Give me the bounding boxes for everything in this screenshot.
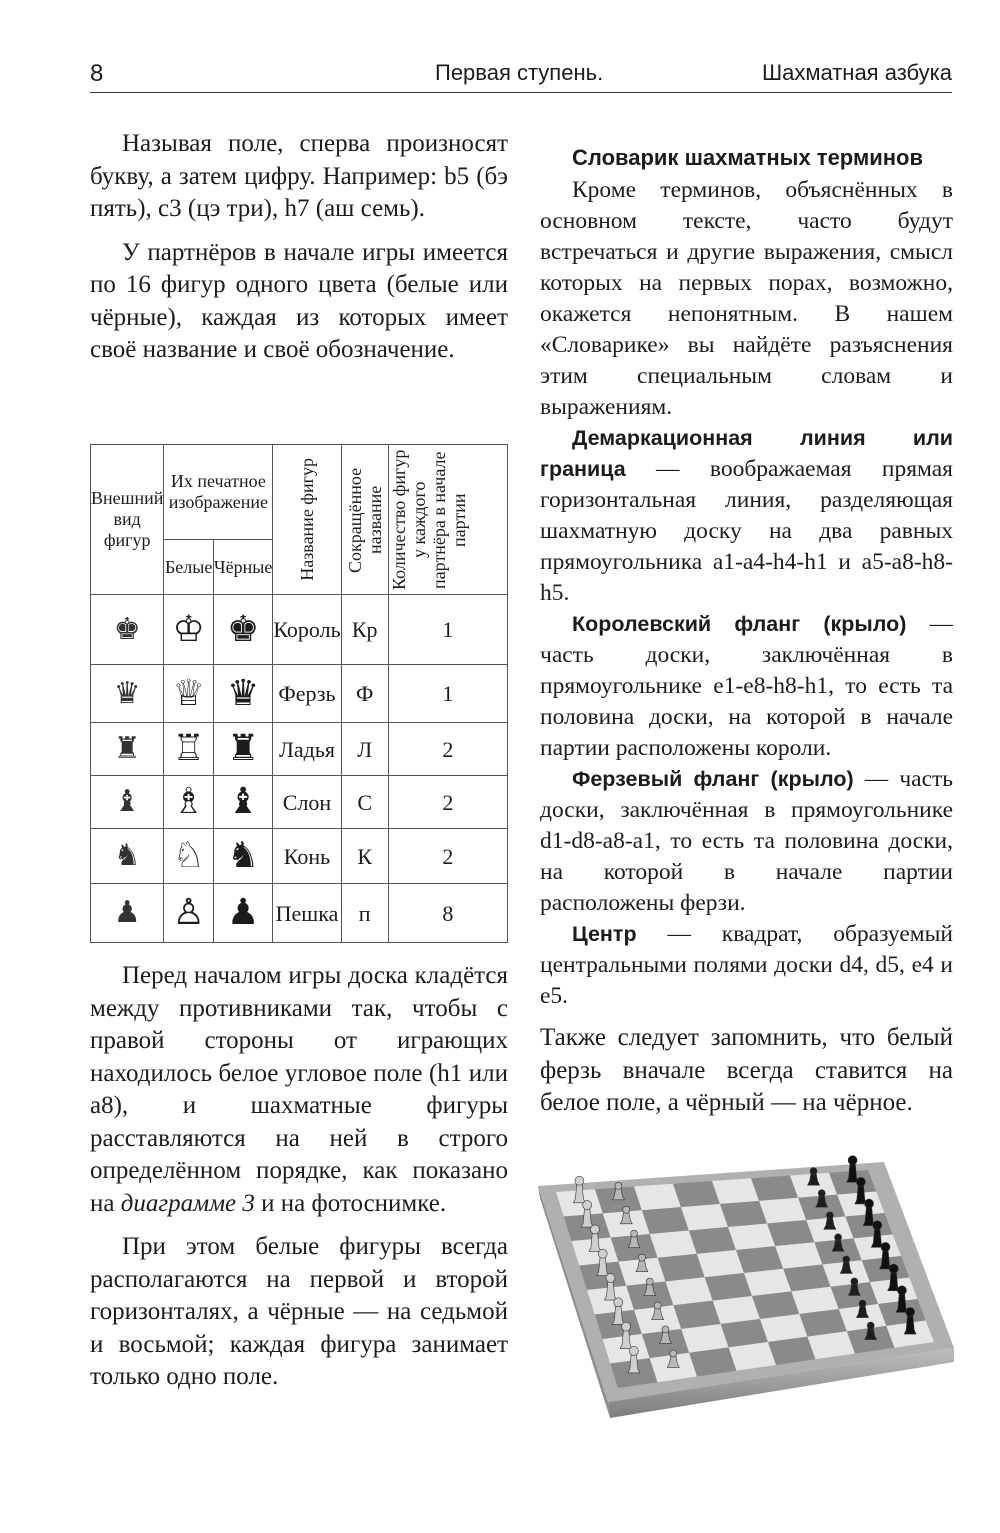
header-appearance: Внешний вид фигур bbox=[91, 445, 164, 595]
piece-abbr: Л bbox=[341, 723, 388, 776]
rook-icon: ♜ bbox=[91, 723, 164, 776]
glossary-term: Ферзевый фланг (крыло) bbox=[572, 767, 854, 791]
glossary-term: Королевский фланг (крыло) bbox=[572, 612, 907, 636]
piece-name: Слон bbox=[273, 776, 341, 829]
piece-abbr: Кр bbox=[341, 595, 388, 665]
board-square bbox=[666, 1277, 713, 1305]
glossary-intro: Кроме терминов, объяснённых в основном тексте, часто будут встречаться и другие выражения, смысл которых на первых порах, возможно, окажется непонятным. В нашем «Словарике» вы найдёте разъяснения этим специальным словам и выражениям. bbox=[540, 177, 953, 420]
header-name-cell bbox=[273, 445, 341, 595]
black-bishop-icon: ♝ bbox=[226, 781, 260, 822]
header-black: Чёрные bbox=[213, 540, 272, 595]
board-square bbox=[697, 1250, 744, 1277]
piece-count: 2 bbox=[388, 723, 507, 776]
chapter-title: Шахматная азбука bbox=[761, 60, 952, 85]
glossary-entry: Королевский фланг (крыло) — часть доски, заключённая в прямоугольнике e1-e8-h8-h1, то есть та половина доски, на которой в начале партии расположены короли. bbox=[540, 611, 953, 761]
table-row bbox=[91, 776, 508, 829]
paragraph-4: При этом белые фигуры всегда располагаются на первой и второй горизонталях, а чёрные — на седьмой и восьмой; каждая фигура занимает только одно поле. bbox=[90, 1233, 508, 1390]
bishop-icon: ♝ bbox=[91, 776, 164, 829]
pieces-table bbox=[90, 444, 508, 943]
left-column-top bbox=[90, 128, 508, 367]
board-square bbox=[673, 1181, 720, 1207]
paragraph-2: У партнёров в начале игры имеется по 16 фигур одного цвета (белые или чёрные), каждая из которых имеет своё название и своё обозначение. bbox=[90, 238, 508, 363]
piece-count: 2 bbox=[388, 776, 507, 829]
piece-count: 2 bbox=[388, 829, 507, 884]
board-square bbox=[775, 1242, 822, 1269]
board-square bbox=[650, 1231, 697, 1258]
black-pawn-icon: ♟ bbox=[226, 892, 260, 933]
table-row bbox=[91, 829, 508, 884]
piece-name: Ладья bbox=[273, 723, 341, 776]
queen-icon: ♛ bbox=[91, 665, 164, 723]
white-pawn-icon: ♙ bbox=[172, 892, 205, 933]
board-square bbox=[736, 1246, 783, 1273]
board-square bbox=[752, 1291, 799, 1319]
glossary bbox=[540, 143, 953, 1120]
piece-name: Ферзь bbox=[273, 665, 341, 723]
board-square bbox=[658, 1254, 705, 1282]
board-square bbox=[642, 1207, 689, 1234]
board-square bbox=[728, 1224, 775, 1251]
left-column-bottom bbox=[90, 960, 508, 1394]
chessboard-photo-icon bbox=[538, 1126, 954, 1426]
header-abbr: Сокращённое название bbox=[344, 466, 385, 573]
table-row bbox=[91, 723, 508, 776]
board-square bbox=[744, 1269, 791, 1296]
piece-count: 1 bbox=[388, 665, 507, 723]
table-row bbox=[91, 665, 508, 723]
board-square bbox=[689, 1227, 736, 1254]
header-count: Количество фигур у каждого партнёра в начале партии bbox=[388, 449, 469, 590]
board-square bbox=[705, 1273, 752, 1301]
black-rook-icon: ♜ bbox=[226, 728, 260, 769]
board-square bbox=[783, 1265, 830, 1292]
piece-name: Пешка bbox=[273, 884, 341, 943]
piece-name: Король bbox=[273, 595, 341, 665]
header-name: Название фигур bbox=[296, 458, 317, 581]
white-king-icon: ♔ bbox=[172, 608, 205, 650]
piece-abbr: Ф bbox=[341, 665, 388, 723]
header-abbr-cell bbox=[341, 445, 388, 595]
white-queen-icon: ♕ bbox=[172, 672, 205, 714]
glossary-term: Демаркационная линия или граница bbox=[540, 426, 953, 481]
paragraph-1: Называя поле, сперва произносят букву, а затем цифру. Например: b5 (бэ пять), c3 (цэ три), h7 (аш семь). bbox=[90, 130, 508, 222]
paragraph-3: Перед началом игры доска кладётся между противниками так, чтобы с правой стороны от играющих находилось белое угловое поле (h1 или a8), и шахматные фигуры расставляются на ней в строго определённом порядке, как показано на диаграмме 3 и на фотоснимке. bbox=[90, 962, 508, 1217]
page-header bbox=[90, 56, 952, 93]
pawn-icon: ♟ bbox=[91, 884, 164, 943]
paragraph-tail: Также следует запомнить, что белый ферзь вначале всегда ставится на белое поле, а чёрный — на чёрное. bbox=[540, 1024, 953, 1116]
board-square bbox=[767, 1220, 814, 1246]
board-square bbox=[751, 1176, 798, 1201]
board-square bbox=[681, 1204, 728, 1231]
page-number: 8 bbox=[90, 60, 104, 87]
section-title: Первая ступень. bbox=[435, 60, 604, 85]
board-square bbox=[712, 1178, 759, 1204]
piece-name: Конь bbox=[273, 829, 341, 884]
white-rook-icon: ♖ bbox=[172, 728, 205, 769]
glossary-entry: Центр — квадрат, образуемый центральными полями доски d4, d5, e4 и e5. bbox=[540, 921, 953, 1009]
header-white: Белые bbox=[164, 540, 214, 595]
board-square bbox=[713, 1296, 760, 1324]
glossary-heading: Словарик шахматных терминов bbox=[572, 145, 924, 170]
black-king-icon: ♚ bbox=[226, 608, 260, 650]
white-bishop-icon: ♗ bbox=[172, 781, 205, 822]
black-knight-icon: ♞ bbox=[226, 835, 260, 876]
piece-abbr: п bbox=[341, 884, 388, 943]
table-row bbox=[91, 884, 508, 943]
board-square bbox=[634, 1184, 681, 1211]
piece-abbr: С bbox=[341, 776, 388, 829]
board-square bbox=[673, 1301, 720, 1329]
piece-count: 8 bbox=[388, 884, 507, 943]
header-count-cell bbox=[388, 445, 507, 595]
table-row bbox=[91, 595, 508, 665]
piece-count: 1 bbox=[388, 595, 507, 665]
board-square bbox=[759, 1198, 806, 1224]
glossary-entry: Демаркационная линия или граница — воображаемая прямая горизонтальная линия, разделяющая шахматную доску на два равных прямоугольника a1-a4-h4-h1 и a5-a8-h8-h5. bbox=[540, 426, 953, 606]
board-square bbox=[720, 1201, 767, 1227]
black-queen-icon: ♛ bbox=[226, 672, 260, 714]
diagram-reference: диаграмме 3 bbox=[120, 1189, 255, 1217]
piece-abbr: К bbox=[341, 829, 388, 884]
glossary-entry: Ферзевый фланг (крыло) — часть доски, заключённая в прямоугольнике d1-d8-a8-a1, то есть та половина доски, на которой в начале партии расположены ферзи. bbox=[540, 766, 953, 916]
knight-icon: ♞ bbox=[91, 829, 164, 884]
white-knight-icon: ♘ bbox=[172, 835, 205, 876]
glossary-term: Центр bbox=[572, 922, 637, 946]
header-printed: Их печатное изображение bbox=[164, 445, 273, 540]
king-icon: ♚ bbox=[91, 595, 164, 665]
